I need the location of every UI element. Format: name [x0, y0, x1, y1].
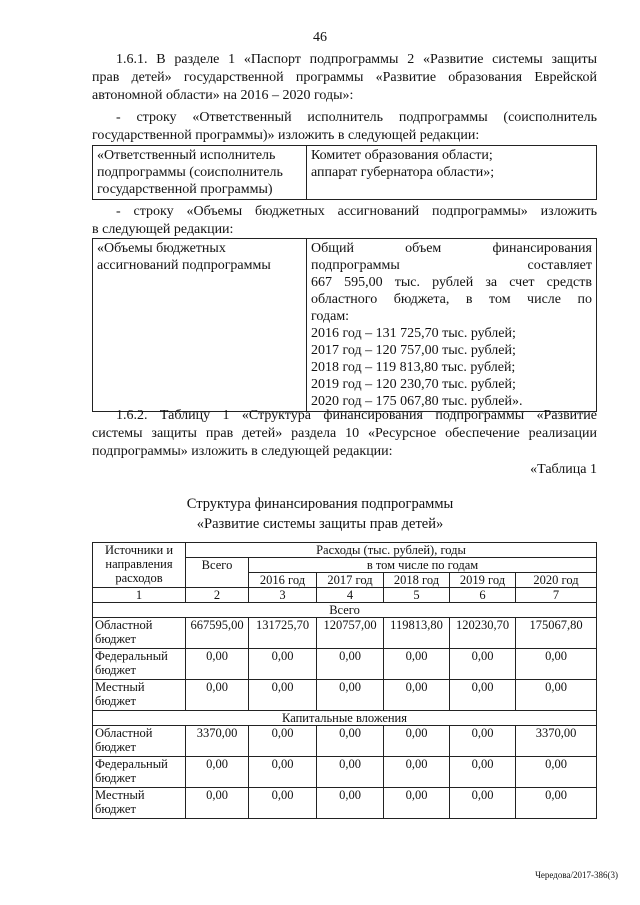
- heading-line: «Развитие системы защиты прав детей»: [196, 516, 444, 532]
- table-row: [93, 680, 597, 711]
- header-by-years: в том числе по годам: [249, 558, 597, 573]
- source-label-line: Областной: [95, 726, 153, 740]
- cell-line: подпрограммы (соисполнитель: [97, 165, 283, 180]
- source-cell: [93, 788, 186, 819]
- cell-line: 2016 год – 131 725,70 тыс. рублей;: [311, 326, 516, 341]
- table-label: «Таблица 1: [530, 462, 597, 477]
- source-cell: [93, 649, 186, 680]
- value-cell: 0,00: [384, 757, 450, 788]
- source-cell: [93, 680, 186, 711]
- text-line: прав детей» государственной программы «Развитие образования Еврейской: [92, 70, 597, 85]
- header-year: 2017 год: [317, 573, 384, 588]
- text-line: 1.6.2. Таблицу 1 «Структура финансирования подпрограммы «Развитие: [116, 408, 597, 423]
- source-label-line: бюджет: [95, 663, 136, 677]
- table-row: [93, 726, 597, 757]
- header-year: 2020 год: [516, 573, 597, 588]
- value-cell: 0,00: [450, 788, 516, 819]
- value-cell: 0,00: [516, 649, 597, 680]
- table-heading: [0, 494, 640, 534]
- page-number: 46: [313, 30, 327, 45]
- value-cell: 3370,00: [516, 726, 597, 757]
- text-line: в следующей редакции:: [92, 222, 234, 237]
- budget-label-cell: [93, 239, 307, 412]
- value-cell: 175067,80: [516, 618, 597, 649]
- cell-line: 2017 год – 120 757,00 тыс. рублей;: [311, 343, 516, 358]
- column-number: 4: [317, 588, 384, 603]
- source-label-line: Областной: [95, 618, 153, 632]
- value-cell: 120757,00: [317, 618, 384, 649]
- cell-line: подпрограммы составляет: [311, 258, 592, 273]
- value-cell: 0,00: [317, 680, 384, 711]
- cell-line: «Объемы бюджетных: [97, 241, 226, 256]
- value-cell: 0,00: [516, 757, 597, 788]
- header-total: Всего: [186, 558, 249, 588]
- responsible-executor-table: [92, 145, 597, 200]
- source-cell: [93, 757, 186, 788]
- value-cell: 0,00: [384, 649, 450, 680]
- cell-line: ассигнований подпрограммы: [97, 258, 271, 273]
- paragraph-1-6-1: [92, 51, 597, 105]
- value-cell: 120230,70: [450, 618, 516, 649]
- source-label-line: Федеральный: [95, 649, 168, 663]
- cell-line: 667 595,00 тыс. рублей за счет средств: [311, 275, 592, 290]
- header-year: 2019 год: [450, 573, 516, 588]
- budget-value-cell: [307, 239, 597, 412]
- value-cell: 0,00: [249, 788, 317, 819]
- financing-structure-table: [92, 542, 597, 819]
- value-cell: 0,00: [249, 757, 317, 788]
- column-number: 2: [186, 588, 249, 603]
- column-number: 7: [516, 588, 597, 603]
- source-label-line: Местный: [95, 680, 145, 694]
- footer-document-code: Чередова/2017-386(3): [535, 870, 618, 880]
- cell-line: 2020 год – 175 067,80 тыс. рублей».: [311, 394, 523, 409]
- column-number: 3: [249, 588, 317, 603]
- column-number: 5: [384, 588, 450, 603]
- source-cell: [93, 726, 186, 757]
- value-cell: 0,00: [317, 788, 384, 819]
- cell-line: областного бюджета, в том числе по: [311, 292, 592, 307]
- text-line: 1.6.1. В разделе 1 «Паспорт подпрограммы 2 «Развитие системы защиты: [116, 52, 597, 67]
- header-line: расходов: [115, 571, 163, 585]
- value-cell: 0,00: [384, 680, 450, 711]
- cell-line: Общий объем финансирования: [311, 241, 592, 256]
- cell-line: годам:: [311, 309, 350, 324]
- value-cell: 0,00: [317, 757, 384, 788]
- value-cell: 0,00: [249, 649, 317, 680]
- cell-line: Комитет образования области;: [311, 148, 493, 163]
- financing-table-body: [93, 603, 597, 819]
- source-label-line: бюджет: [95, 740, 136, 754]
- value-cell: 0,00: [516, 788, 597, 819]
- header-line: Источники и: [104, 543, 174, 557]
- value-cell: 667595,00: [186, 618, 249, 649]
- paragraph-budget: [92, 203, 597, 239]
- value-cell: 0,00: [186, 788, 249, 819]
- cell-line: 2019 год – 120 230,70 тыс. рублей;: [311, 377, 516, 392]
- column-number: 1: [93, 588, 186, 603]
- text-line: автономной области» на 2016 – 2020 годы»:: [92, 88, 354, 103]
- heading-line: Структура финансирования подпрограммы: [186, 496, 454, 512]
- value-cell: 0,00: [186, 680, 249, 711]
- responsible-label-cell: [93, 146, 307, 200]
- text-line: - строку «Ответственный исполнитель подпрограммы (соисполнитель: [116, 110, 597, 125]
- source-cell: [93, 618, 186, 649]
- source-label-line: бюджет: [95, 632, 136, 646]
- value-cell: 0,00: [450, 757, 516, 788]
- value-cell: 0,00: [450, 649, 516, 680]
- source-label-line: бюджет: [95, 694, 136, 708]
- column-number: 6: [450, 588, 516, 603]
- cell-line: аппарат губернатора области»;: [311, 165, 495, 180]
- table-row: [93, 788, 597, 819]
- section-title: Всего: [93, 603, 597, 618]
- header-line: направления: [105, 557, 173, 571]
- table-row: [93, 757, 597, 788]
- value-cell: 0,00: [516, 680, 597, 711]
- value-cell: 0,00: [450, 726, 516, 757]
- table-row: [93, 618, 597, 649]
- text-line: системы защиты прав детей» раздела 10 «Ресурсное обеспечение реализации: [92, 426, 597, 441]
- text-line: подпрограммы» изложить в следующей редакции:: [92, 444, 393, 459]
- value-cell: 0,00: [186, 757, 249, 788]
- header-sources-cell: [93, 543, 186, 588]
- value-cell: 0,00: [317, 649, 384, 680]
- value-cell: 119813,80: [384, 618, 450, 649]
- cell-line: 2018 год – 119 813,80 тыс. рублей;: [311, 360, 516, 375]
- value-cell: 0,00: [186, 649, 249, 680]
- responsible-value-cell: [307, 146, 597, 200]
- table-row: [93, 649, 597, 680]
- paragraph-1-6-2: [92, 407, 597, 461]
- source-label-line: Местный: [95, 788, 145, 802]
- paragraph-responsible: [92, 109, 597, 145]
- budget-allocations-table: [92, 238, 597, 412]
- text-line: - строку «Объемы бюджетных ассигнований подпрограммы» изложить: [116, 204, 597, 219]
- header-year: 2018 год: [384, 573, 450, 588]
- cell-line: государственной программы): [97, 182, 273, 197]
- value-cell: 0,00: [249, 680, 317, 711]
- value-cell: 0,00: [450, 680, 516, 711]
- header-expenses: Расходы (тыс. рублей), годы: [186, 543, 597, 558]
- value-cell: 131725,70: [249, 618, 317, 649]
- source-label-line: бюджет: [95, 802, 136, 816]
- value-cell: 0,00: [317, 726, 384, 757]
- source-label-line: Федеральный: [95, 757, 168, 771]
- source-label-line: бюджет: [95, 771, 136, 785]
- value-cell: 0,00: [249, 726, 317, 757]
- value-cell: 0,00: [384, 726, 450, 757]
- value-cell: 0,00: [384, 788, 450, 819]
- cell-line: «Ответственный исполнитель: [97, 148, 276, 163]
- value-cell: 3370,00: [186, 726, 249, 757]
- section-title: Капитальные вложения: [93, 711, 597, 726]
- header-year: 2016 год: [249, 573, 317, 588]
- text-line: государственной программы)» изложить в следующей редакции:: [92, 128, 480, 143]
